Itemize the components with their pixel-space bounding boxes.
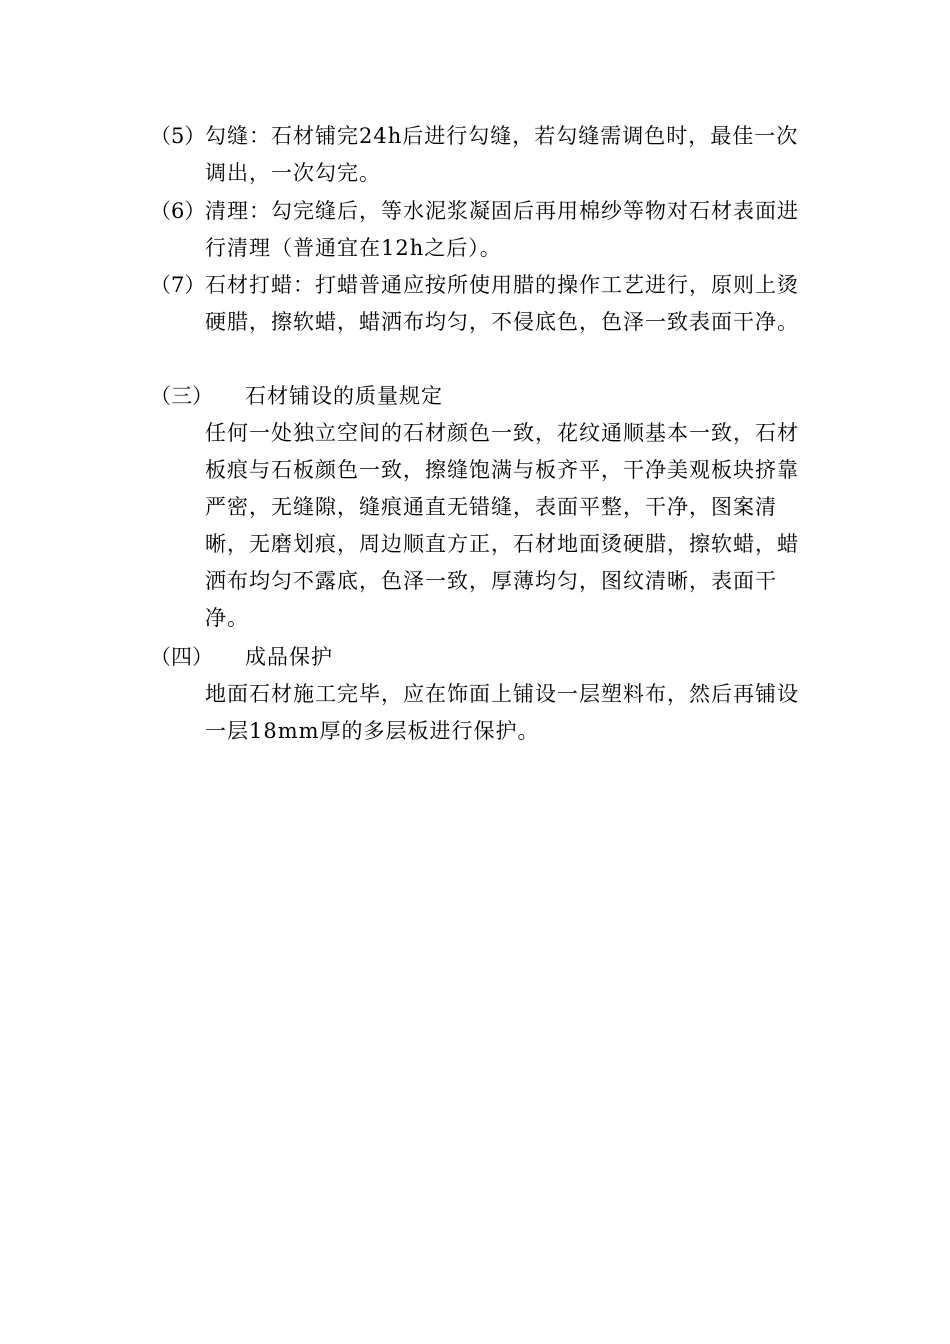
section-heading-3 (150, 378, 815, 415)
list-marker: （5） (150, 124, 206, 148)
section-body-3: 任何一处独立空间的石材颜色一致，花纹通顺基本一致，石材板痕与石板颜色一致，擦缝饱满与板齐平，干净美观板块挤靠严密，无缝隙，缝痕通直无错缝，表面平整，干净，图案清晰，无磨划痕，周边顺直方正，石材地面烫硬腊，擦软蜡，蜡洒布均匀不露底，色泽一致，厚薄均匀，图纹清晰，表面干净。 (205, 421, 799, 630)
list-marker: （7） (150, 273, 206, 297)
list-item-6 (150, 193, 815, 273)
list-item-5 (150, 118, 815, 198)
section-body-4: 地面石材施工完毕，应在饰面上铺设一层塑料布，然后再铺设一层18mm厚的多层板进行保护。 (205, 682, 799, 743)
section-title: 成品保护 (245, 645, 333, 669)
list-marker: （6） (150, 199, 206, 223)
list-item-text: 清理：勾完缝后，等水泥浆凝固后再用棉纱等物对石材表面进行清理（普通宜在12h之后）。 (205, 199, 799, 260)
section-title: 石材铺设的质量规定 (245, 384, 443, 408)
section-marker: （三） (150, 384, 213, 408)
section-heading-4 (150, 639, 815, 676)
list-item-text: 勾缝：石材铺完24h后进行勾缝，若勾缝需调色时，最佳一次调出，一次勾完。 (205, 124, 799, 185)
section-marker: （四） (150, 645, 213, 669)
list-item-7 (150, 267, 815, 384)
list-item-text: 石材打蜡：打蜡普通应按所使用腊的操作工艺进行，原则上烫硬腊，擦软蜡，蜡洒布均匀，不侵底色，色泽一致表面干净。 (205, 273, 799, 334)
